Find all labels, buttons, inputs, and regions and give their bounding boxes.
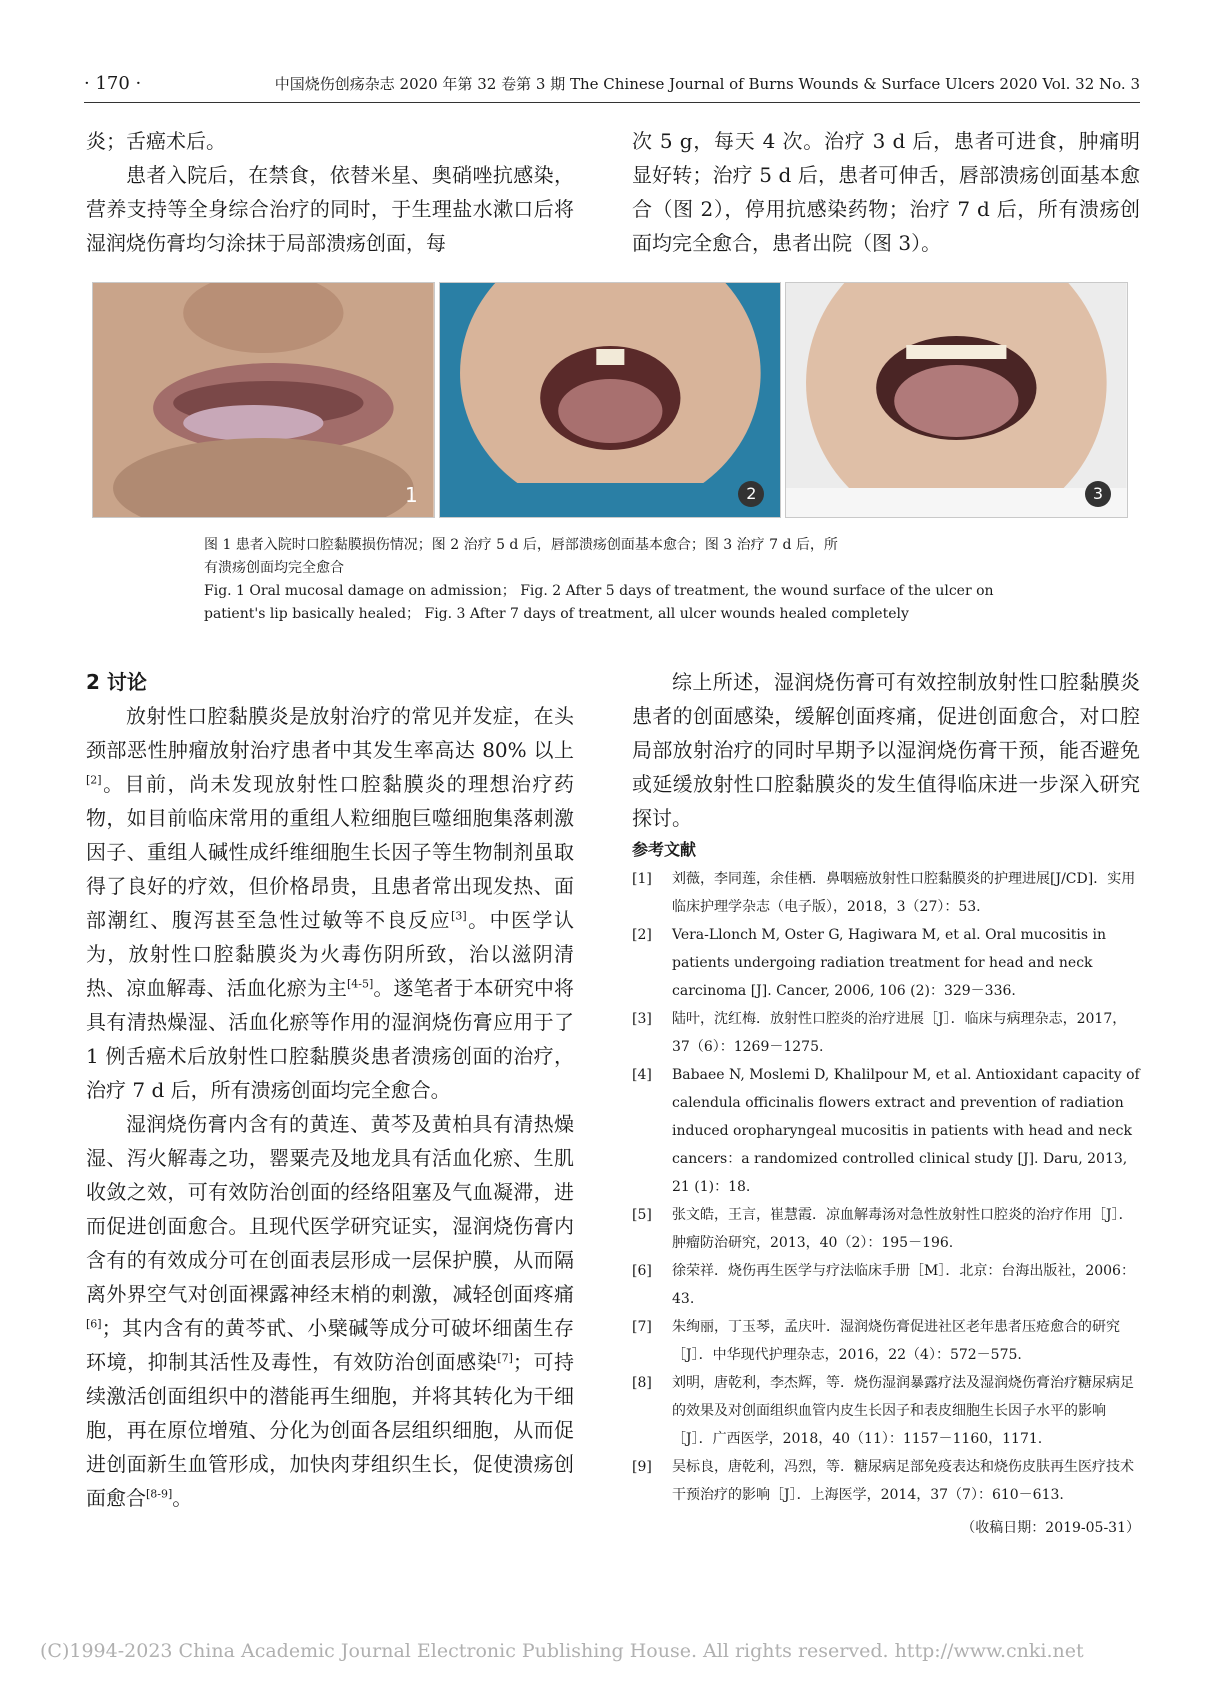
reference-item: [7] 朱绚丽，丁玉琴，孟庆叶．湿润烧伤膏促进社区老年患者压疮愈合的研究［J］．中华现代护理杂志，2016，22（4）：572－575. [632, 1319, 1120, 1363]
top-left-column [86, 124, 574, 260]
photo-fig2 [439, 282, 782, 518]
caption-en-line: Fig. 1 Oral mucosal damage on admission； Fig. 2 After 5 days of treatment, the wound surface of the ulcer on [204, 583, 994, 599]
patient-photo-1 [93, 283, 434, 517]
reference-list [632, 865, 1140, 1509]
citation: [2] [86, 773, 102, 787]
caption-en-line: patient's lip basically healed； Fig. 3 After 7 days of treatment, all ulcer wounds healed completely [204, 606, 909, 622]
reference-item: [2] Vera-Llonch M, Oster G, Hagiwara M, et al. Oral mucositis in patients undergoing radiation treatment for head and neck carcinoma [J]. Cancer, 2006, 106 (2)：329－336. [632, 927, 1106, 999]
citation: [4-5] [346, 977, 374, 991]
received-date: （收稿日期：2019-05-31） [961, 1520, 1140, 1536]
paragraph: 患者入院后，在禁食，依替米星、奥硝唑抗感染，营养支持等全身综合治疗的同时，于生理盐水漱口后将湿润烧伤膏均匀涂抹于局部溃疡创面，每 [86, 163, 574, 255]
conclusion-column [632, 665, 1140, 1543]
references-title: 参考文献 [632, 840, 697, 859]
figure-caption [204, 534, 1044, 626]
reference-item: [4] Babaee N, Moslemi D, Khalilpour M, et al. Antioxidant capacity of calendula officinalis flowers extract and prevention of radiation induced oropharyngeal mucositis in patients with head and neck cancers：a randomized controlled clinical study [J]. Daru, 2013, 21 (1)：18. [632, 1067, 1140, 1195]
paragraph: 综上所述，湿润烧伤膏可有效控制放射性口腔黏膜炎患者的创面感染，缓解创面疼痛，促进创面愈合，对口腔局部放射治疗的同时早期予以湿润烧伤膏干预，能否避免或延缓放射性口腔黏膜炎的发生值得临床进一步深入研究探讨。 [632, 670, 1140, 830]
reference-item: [5] 张文皓，王言，崔慧霞．凉血解毒汤对急性放射性口腔炎的治疗作用［J］．肿瘤防治研究，2013，40（2）：195－196. [632, 1207, 1133, 1251]
figure-number: 2 [738, 481, 764, 507]
copyright-footer: (C)1994-2023 China Academic Journal Electronic Publishing House. All rights reserved. http://www.cnki.net [40, 1640, 1084, 1662]
citation: [3] [451, 909, 467, 923]
reference-item: [1] 刘薇，李同莲，余佳栖．鼻咽癌放射性口腔黏膜炎的护理进展[J/CD]．实用临床护理学杂志（电子版），2018，3（27）：53. [632, 871, 1136, 915]
clinical-figure [92, 282, 1128, 516]
reference-item: [8] 刘明，唐乾利，李杰辉，等．烧伤湿润暴露疗法及湿润烧伤膏治疗糖尿病足的效果及对创面组织血管内皮生长因子和表皮细胞生长因子水平的影响［J］．广西医学，2018，40（11）：1157－1160，1171. [632, 1375, 1134, 1447]
citation: [6] [86, 1317, 102, 1331]
reference-item: [6] 徐荣祥．烧伤再生医学与疗法临床手册［M］．北京：台海出版社，2006：43. [632, 1263, 1135, 1307]
photo-fig1 [92, 282, 435, 518]
page-number: · 170 · [84, 73, 142, 94]
patient-photo-2 [440, 283, 781, 517]
running-header [84, 73, 1140, 103]
top-right-column [632, 124, 1140, 260]
paragraph: 次 5 g，每天 4 次。治疗 3 d 后，患者可进食，肿痛明显好转；治疗 5 d 后，患者可伸舌，唇部溃疡创面基本愈合（图 2），停用抗感染药物；治疗 7 d 后，所有溃疡创面均完全愈合，患者出院（图 3）。 [632, 129, 1140, 255]
journal-title: 中国烧伤创疡杂志 2020 年第 32 卷第 3 期 The Chinese Journal of Burns Wounds & Surface Ulcers 2020 Vol. 32 No. 3 [274, 75, 1140, 93]
paragraph: 放射性口腔黏膜炎是放射治疗的常见并发症，在头颈部恶性肿瘤放射治疗患者中其发生率高达 80% 以上[2]。目前，尚未发现放射性口腔黏膜炎的理想治疗药物，如目前临床常用的重组人粒细胞巨噬细胞集落刺激因子、重组人碱性成纤维细胞生长因子等生物制剂虽取得了良好的疗效，但价格昂贵，且患者常出现发热、面部潮红、腹泻甚至急性过敏等不良反应[3]。中医学认为，放射性口腔黏膜炎为火毒伤阴所致，治以滋阴清热、凉血解毒、活血化瘀为主[4-5]。遂笔者于本研究中将具有清热燥湿、活血化瘀等作用的湿润烧伤膏应用于了 1 例舌癌术后放射性口腔黏膜炎患者溃疡创面的治疗，治疗 7 d 后，所有溃疡创面均完全愈合。 [86, 704, 575, 1102]
paragraph: 炎；舌癌术后。 [86, 129, 226, 153]
discussion-column [86, 665, 574, 1515]
figure-number: 3 [1085, 481, 1111, 507]
reference-item: [9] 吴标良，唐乾利，冯烈，等．糖尿病足部免疫表达和烧伤皮肤再生医疗技术干预治疗的影响［J］．上海医学，2014，37（7）：610－613. [632, 1459, 1134, 1503]
caption-cn-line: 有溃疡创面均完全愈合 [204, 560, 344, 576]
section-title: 2 讨论 [86, 670, 147, 694]
photo-fig3 [785, 282, 1128, 518]
figure-number: 1 [404, 483, 418, 507]
paragraph: 湿润烧伤膏内含有的黄连、黄芩及黄柏具有清热燥湿、泻火解毒之功，罂粟壳及地龙具有活血化瘀、生肌收敛之效，可有效防治创面的经络阻塞及气血凝滞，进而促进创面愈合。且现代医学研究证实，湿润烧伤膏内含有的有效成分可在创面表层形成一层保护膜，从而隔离外界空气对创面裸露神经末梢的刺激，减轻创面疼痛[6]；其内含有的黄芩甙、小檗碱等成分可破坏细菌生存环境，抑制其活性及毒性，有效防治创面感染[7]；可持续激活创面组织中的潜能再生细胞，并将其转化为干细胞，再在原位增殖、分化为创面各层组织细胞，从而促进创面新生血管形成，加快肉芽组织生长，促使溃疡创面愈合[8-9]。 [86, 1112, 575, 1510]
patient-photo-3 [786, 283, 1127, 517]
citation: [7] [497, 1351, 513, 1365]
reference-item: [3] 陆叶，沈红梅．放射性口腔炎的治疗进展［J］．临床与病理杂志，2017，37（6）：1269－1275. [632, 1011, 1127, 1055]
caption-cn-line: 图 1 患者入院时口腔黏膜损伤情况；图 2 治疗 5 d 后，唇部溃疡创面基本愈合；图 3 治疗 7 d 后，所 [204, 537, 838, 553]
citation: [8-9] [146, 1487, 173, 1501]
